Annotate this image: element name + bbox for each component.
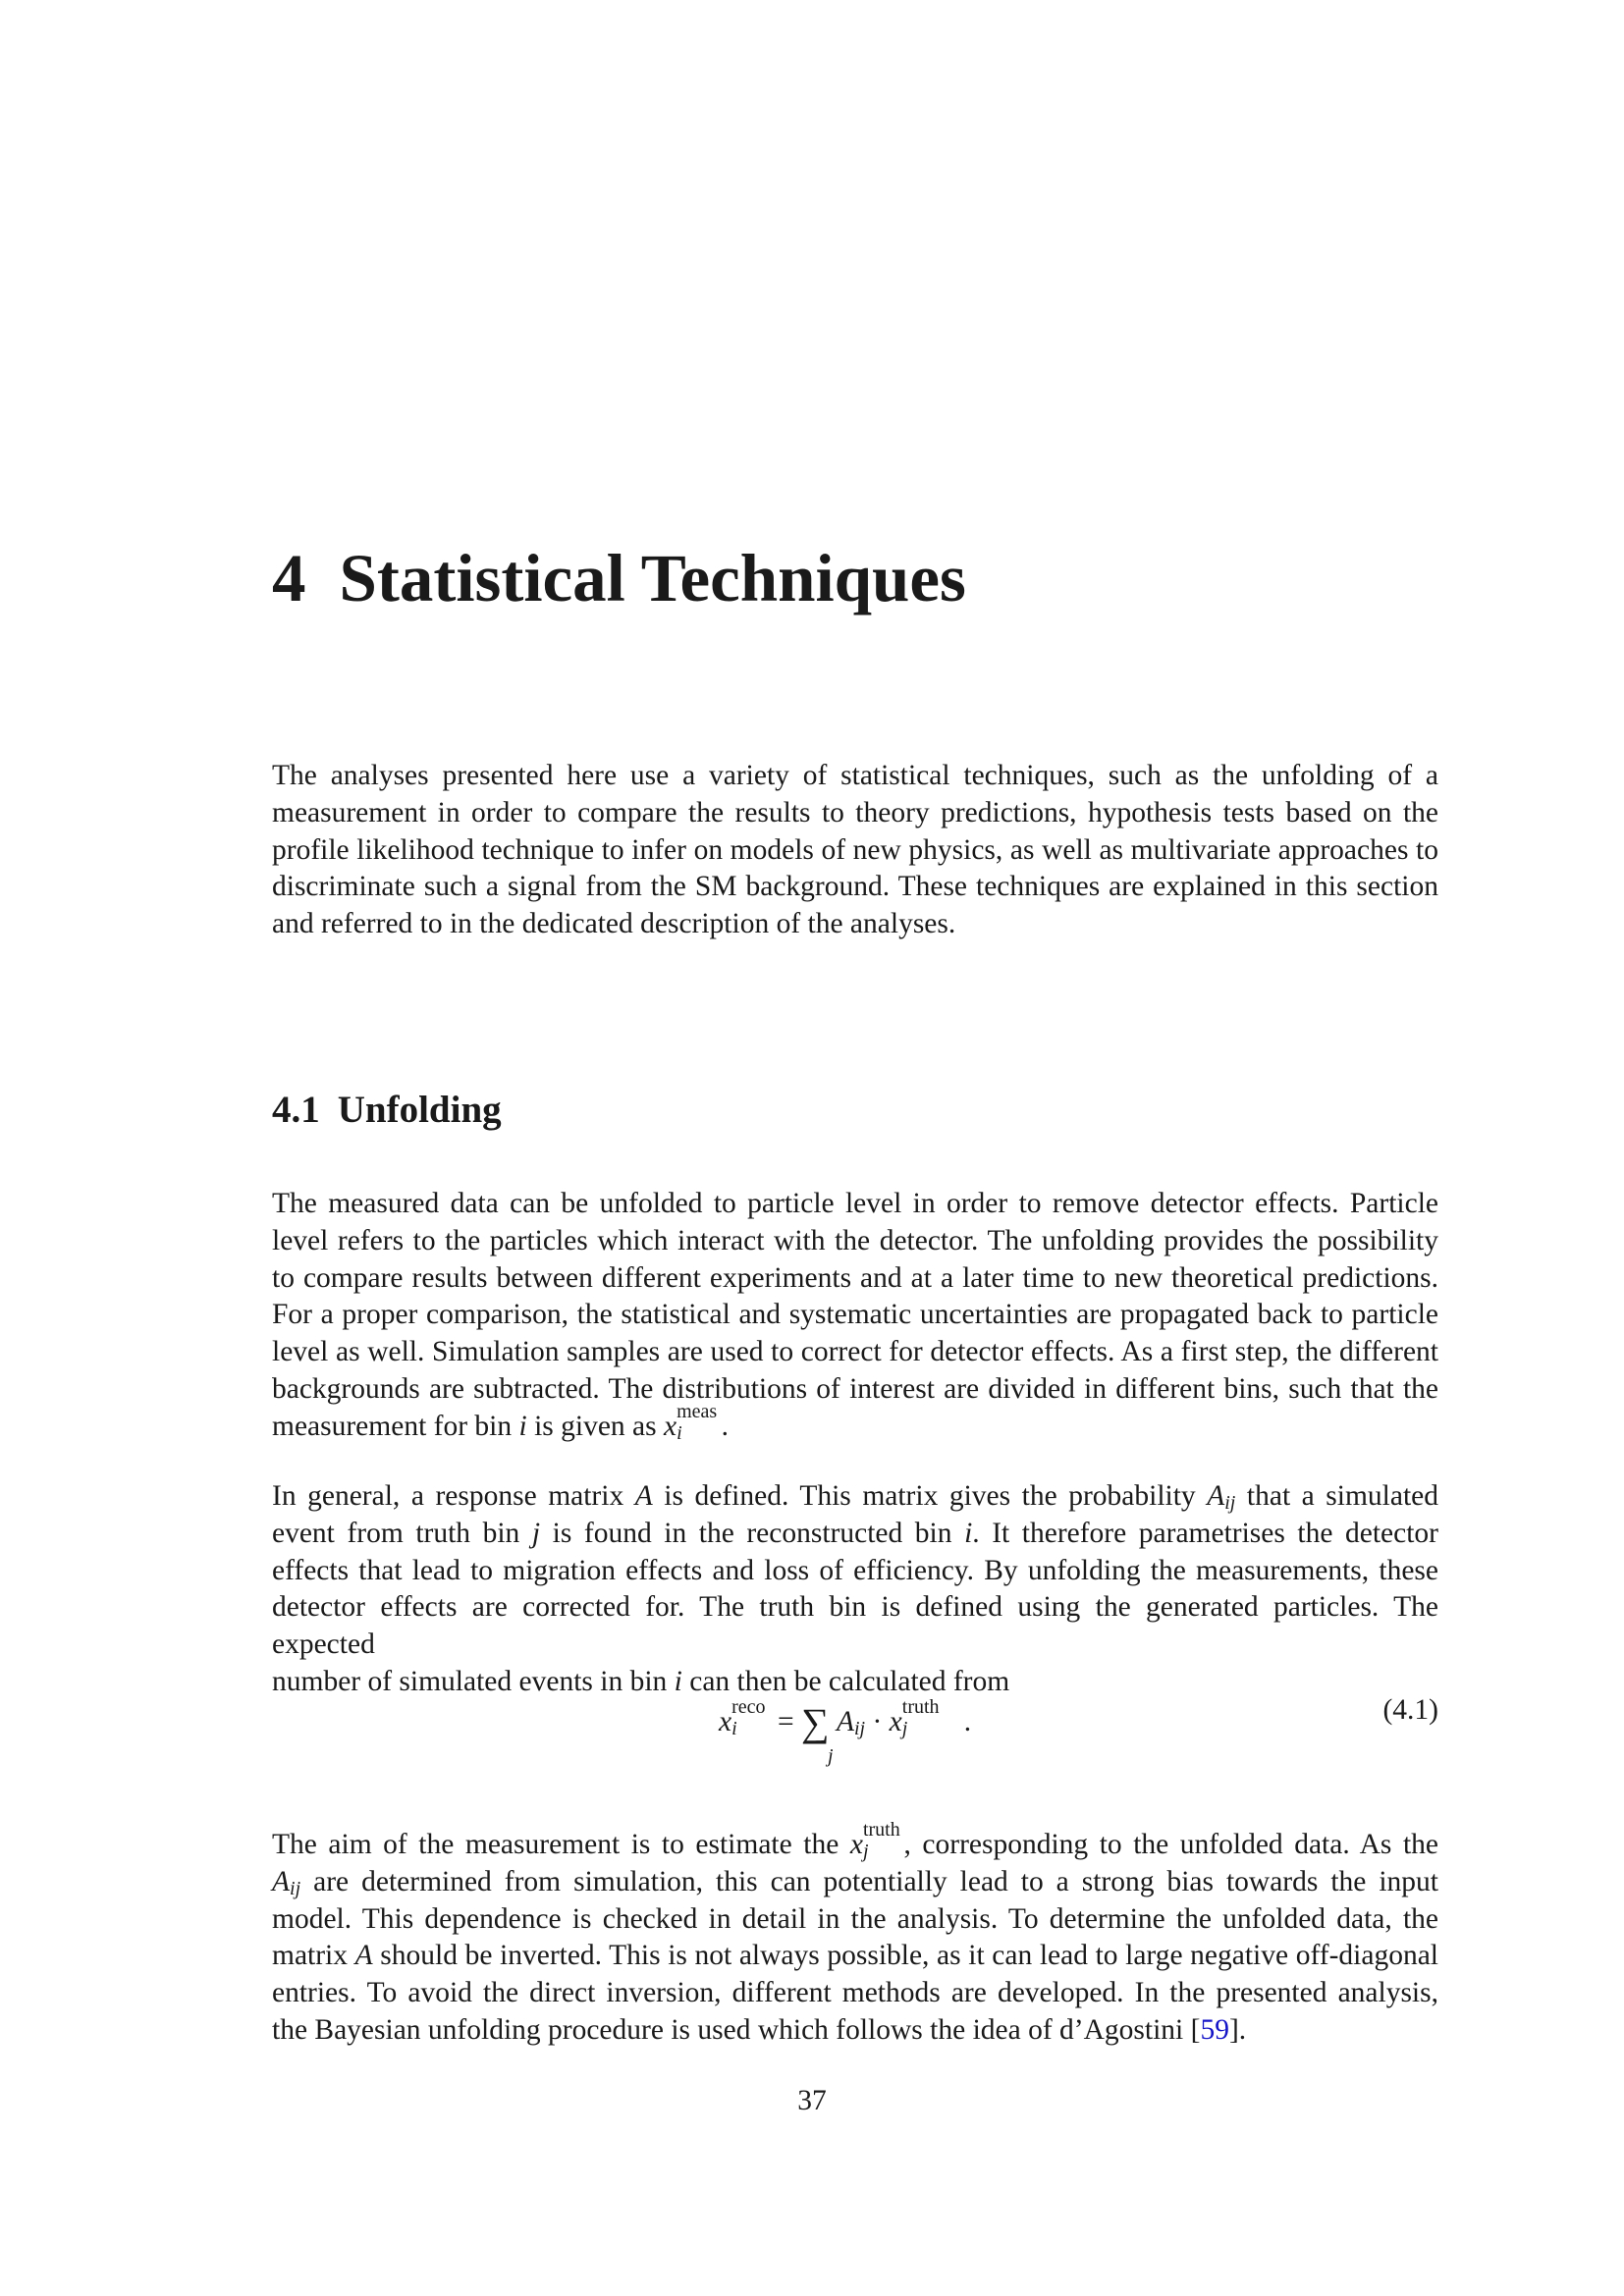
equals-sign: = [778, 1706, 794, 1737]
text-fragment: In general, a response matrix [272, 1480, 635, 1512]
math-var: A [354, 1940, 373, 1972]
math-var: j [531, 1517, 541, 1549]
text-line: effects that lead to migration effects and loss of efficiency. By unfolding the measurements, these [272, 1554, 1438, 1586]
text-line [272, 1864, 1438, 1901]
summation-symbol: ∑ [801, 1700, 830, 1744]
chapter-title-text: Statistical Techniques [339, 541, 966, 615]
math-var: i [518, 1410, 527, 1442]
math-subscript: i [731, 1718, 737, 1739]
math-var: i [964, 1517, 973, 1549]
text-fragment: should be inverted. This is not always possible, as it can lead to large negative off-diagonal [372, 1940, 1438, 1972]
math-var: A [836, 1706, 854, 1737]
text-line [272, 1819, 1438, 1864]
unfolding-paragraph-3 [272, 1819, 1438, 2050]
equation-body [719, 1694, 972, 1744]
text-fragment: event from truth bin [272, 1517, 532, 1549]
text-fragment: that a simulated [1235, 1480, 1439, 1512]
math-subscript: j [862, 1841, 869, 1862]
text-line [272, 2012, 1438, 2050]
text-line: entries. To avoid the direct inversion, different methods are developed. In the presented analysis, [272, 1977, 1438, 2009]
text-fragment: The aim of the measurement is to estimate the [272, 1829, 850, 1860]
unfolding-paragraph-1 [272, 1186, 1438, 1446]
equation-period: . [963, 1706, 972, 1737]
math-var: x [664, 1410, 677, 1442]
text-line: For a proper comparison, the statistical and systematic uncertainties are propagated back to particle [272, 1299, 1438, 1331]
math-supsub [862, 1819, 900, 1862]
math-subscript: i [677, 1421, 682, 1444]
text-fragment: measurement for bin [272, 1410, 519, 1442]
text-fragment: . It therefore parametrises the detector [972, 1517, 1439, 1549]
text-line: model. This dependence is checked in detail in the analysis. To determine the unfolded data, the [272, 1902, 1438, 1935]
text-line [272, 1938, 1438, 1975]
text-fragment: is given as [526, 1410, 664, 1442]
math-subscript: ij [853, 1718, 866, 1739]
text-fragment: , corresponding to the unfolded data. As the [903, 1829, 1438, 1860]
chapter-number: 4 [272, 541, 306, 615]
unfolding-paragraph-2 [272, 1478, 1438, 1701]
text-line: level as well. Simulation samples are used to correct for detector effects. As a first step, the different [272, 1336, 1438, 1368]
text-line: measurement in order to compare the results to theory predictions, hypothesis tests based on the [272, 796, 1438, 828]
math-subscript: j [901, 1718, 908, 1739]
math-var: x [719, 1706, 732, 1737]
text-line [272, 1400, 1438, 1446]
text-line [272, 1516, 1438, 1553]
text-fragment: is defined. This matrix gives the probability [652, 1480, 1208, 1512]
math-superscript: reco [731, 1696, 766, 1718]
text-line: and referred to in the dedicated description of the analyses. [272, 908, 956, 940]
text-line: detector effects are corrected for. The truth bin is defined using the generated particles. The expected [272, 1591, 1438, 1661]
text-line: level refers to the particles which interact with the detector. The unfolding provides the possibility [272, 1224, 1438, 1256]
math-superscript: truth [862, 1819, 900, 1841]
text-line: discriminate such a signal from the SM background. These techniques are explained in this section [272, 871, 1438, 903]
intro-paragraph [272, 758, 1438, 943]
text-line: profile likelihood technique to infer on models of new physics, as well as multivariate approaches to [272, 833, 1438, 866]
math-var: A [1207, 1480, 1225, 1512]
page-number: 37 [797, 2085, 827, 2116]
math-supsub [290, 1875, 301, 1899]
math-superscript: meas [677, 1400, 718, 1422]
text-fragment: matrix [272, 1940, 355, 1972]
text-line: The measured data can be unfolded to particle level in order to remove detector effects. Particle [272, 1188, 1438, 1219]
text-fragment: can then be calculated from [681, 1665, 1010, 1697]
text-fragment: . [721, 1410, 730, 1442]
section-number: 4.1 [272, 1089, 320, 1131]
summation-index: j [828, 1745, 834, 1767]
text-line [272, 1478, 1438, 1516]
citation-link[interactable]: 59 [1200, 2013, 1229, 2046]
text-fragment: is found in the reconstructed bin [540, 1517, 965, 1549]
math-superscript: truth [901, 1696, 940, 1718]
math-var: i [674, 1665, 682, 1697]
math-var: A [634, 1480, 653, 1512]
text-line: backgrounds are subtracted. The distributions of interest are divided in different bins, such that the [272, 1372, 1438, 1405]
equation-number: (4.1) [1382, 1694, 1438, 1726]
text-fragment: the Bayesian unfolding procedure is used which follows the idea of d’Agostini [ [272, 2013, 1201, 2046]
math-supsub [1224, 1489, 1236, 1514]
text-line: The analyses presented here use a variety of statistical techniques, such as the unfolding of a [272, 760, 1438, 791]
math-supsub [677, 1400, 718, 1444]
math-var: x [889, 1706, 902, 1737]
text-line: to compare results between different experiments and at a later time to new theoretical predictions. [272, 1261, 1438, 1294]
section-title [272, 1088, 502, 1132]
math-supsub [853, 1715, 866, 1739]
math-var: A [272, 1865, 291, 1897]
text-fragment: ]. [1228, 2013, 1247, 2046]
multiplication-dot: · [872, 1706, 883, 1737]
chapter-title [272, 542, 966, 616]
math-supsub [901, 1696, 940, 1739]
math-subscript: ij [1224, 1492, 1236, 1514]
section-title-text: Unfolding [337, 1089, 502, 1131]
math-supsub [731, 1696, 766, 1739]
equation-4-1 [272, 1684, 1438, 1773]
math-var: x [849, 1829, 863, 1860]
math-subscript: ij [290, 1877, 301, 1899]
text-fragment: are determined from simulation, this can potentially lead to a strong bias towards the input [300, 1865, 1438, 1897]
text-fragment: number of simulated events in bin [272, 1665, 675, 1697]
